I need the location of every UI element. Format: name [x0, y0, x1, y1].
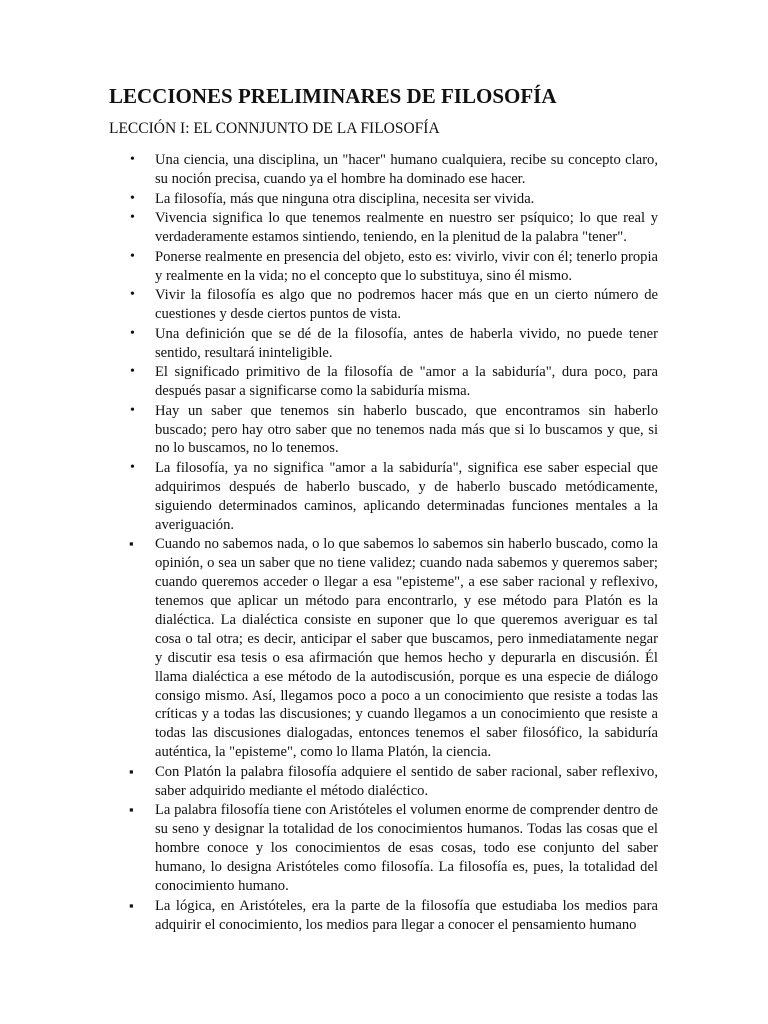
list-item: • Vivir la filosofía es algo que no podremos hacer más que en un cierto número de cuestiones y desde ciertos puntos de vista.: [155, 286, 658, 324]
list-item: • La filosofía, más que ninguna otra disciplina, necesita ser vivida.: [155, 190, 658, 209]
lesson-heading: LECCIÓN I: EL CONNJUNTO DE LA FILOSOFÍA: [109, 120, 440, 137]
list-item: ▪ Con Platón la palabra filosofía adquiere el sentido de saber racional, saber reflexivo, saber adquirido mediante el método dialéctico.: [155, 763, 658, 801]
list-item: ▪ La lógica, en Aristóteles, era la parte de la filosofía que estudiaba los medios para adquirir el conocimiento, los medios para llegar a conocer el pensamiento humano: [155, 897, 658, 935]
list-item: ▪ Cuando no sabemos nada, o lo que sabemos lo sabemos sin haberlo buscado, como la opinión, o sea un saber que no tiene validez; cuando nada sabemos y queremos saber; cuando queremos acceder o llegar a esa "episteme", a ese saber racional y reflexivo, tenemos que aplicar un método para encontrarlo, y ese método para Platón es la dialéctica. La dialéctica consiste en suponer que lo que queremos averiguar es tal cosa o tal otra; es decir, anticipar el saber que buscamos, pero inmediatamente negar y discutir esa tesis o esa afirmación que hemos hecho y depurarla en discusión. Él llama dialéctica a ese método de la autodiscusión, porque es una especie de diálogo consigo mismo. Así, llegamos poco a poco a un conocimiento que resiste a todas las críticas y a todas las discusiones; y cuando llegamos a un conocimiento que resiste a todas las discusiones dialogadas, entonces tenemos el saber filosófico, la sabiduría auténtica, la "episteme", como lo llama Platón, la ciencia.: [155, 535, 658, 762]
list-item: ▪ La palabra filosofía tiene con Aristóteles el volumen enorme de comprender dentro de su seno y designar la totalidad de los conocimientos humanos. Todas las cosas que el hombre conoce y los conocimientos de esas cosas, todo ese conjunto del saber humano, lo designa Aristóteles como filosofía. La filosofía es, pues, la totalidad del conocimiento humano.: [155, 801, 658, 896]
list-item: • La filosofía, ya no significa "amor a la sabiduría", significa ese saber especial que adquirimos después de haberlo buscado, y de haberlo buscado metódicamente, siguiendo determinados caminos, aplicando determinadas funciones mentales a la averiguación.: [155, 459, 658, 535]
list-item: • Ponerse realmente en presencia del objeto, esto es: vivirlo, vivir con él; tenerlo propia y realmente en la vida; no el concepto que lo substituya, sino él mismo.: [155, 248, 658, 286]
document-title: LECCIONES PRELIMINARES DE FILOSOFÍA: [109, 84, 557, 108]
list-item: • Una ciencia, una disciplina, un "hacer" humano cualquiera, recibe su concepto claro, su noción precisa, cuando ya el hombre ha dominado ese hacer.: [155, 151, 658, 189]
list-item: • Hay un saber que tenemos sin haberlo buscado, que encontramos sin haberlo buscado; pero hay otro saber que no tenemos nada más que si lo buscamos y que, si no lo buscamos, no lo tenemos.: [155, 402, 658, 459]
list-item: • Vivencia significa lo que tenemos realmente en nuestro ser psíquico; lo que real y verdaderamente estamos sintiendo, teniendo, en la plenitud de la palabra "tener".: [155, 209, 658, 247]
list-item: • Una definición que se dé de la filosofía, antes de haberla vivido, no puede tener sentido, resultará ininteligible.: [155, 325, 658, 363]
list-item: • El significado primitivo de la filosofía de "amor a la sabiduría", dura poco, para después pasar a significarse como la sabiduría misma.: [155, 363, 658, 401]
bullet-list: [155, 151, 658, 935]
